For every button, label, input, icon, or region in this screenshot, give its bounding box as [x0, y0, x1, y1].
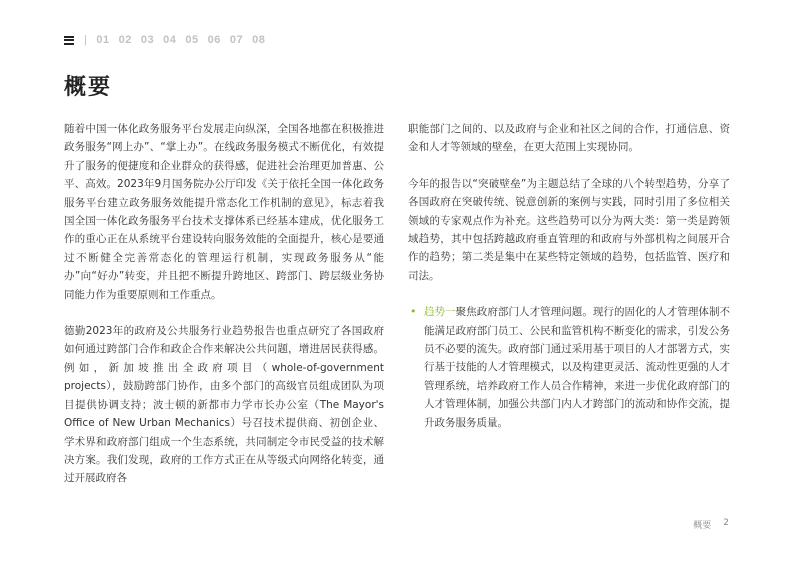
nav-item-05[interactable]: 05 — [185, 34, 199, 46]
nav-item-07[interactable]: 07 — [229, 34, 244, 46]
bullet-text: 聚焦政府部门人才管理问题。现行的固化的人才管理体制不能满足政府部门员工、公民和监管机构不断变化的需求，引发公务员不必要的流失。政府部门通过采用基于项目的人才部署方式，实行基于技能的人才管理模式，以及构建更灵活、流动性更强的人才管理系统，培养政府工作人员合作精神，来进一步优化政府部门的人才管理体制，加强公共部门内人才跨部门的流动和协作交流，提升政务服务质量。 — [424, 306, 731, 429]
right-column — [408, 120, 730, 432]
bullet-lead: 趋势一 — [424, 306, 456, 319]
nav-item-01[interactable]: 01 — [96, 34, 110, 46]
nav-divider: | — [84, 34, 88, 46]
page-footer — [693, 518, 729, 531]
left-paragraph-2: 德勤2023年的政府及公共服务行业趋势报告也重点研究了各国政府如何通过跨部门合作和政企合作来解决公共问题，增进居民获得感。例如，新加坡推出全政府项目（whole-of-government projects），鼓励跨部门协作，由多个部门的高级官员组成团队为项目提供协调支持；波士顿的新都市力学市长办公室（The Mayor's Office of New Urban Mechanics）号召技术提供商、初创企业、学术界和政府部门组成一个生态系统，共同制定令市民受益的技术解决方案。我们发现，政府的工作方式正在从等级式向网络化转变，通过开展政府各 — [64, 325, 384, 485]
nav-item-08[interactable]: 08 — [252, 34, 266, 46]
page-title: 概要 — [64, 75, 113, 100]
menu-icon[interactable] — [64, 36, 74, 45]
section-nav — [64, 34, 274, 46]
footer-section-label: 概要 — [693, 521, 712, 531]
trend-bullet-item — [408, 303, 730, 432]
right-paragraph-1: 职能部门之间的、以及政府与企业和社区之间的合作，打通信息、资金和人才等领域的壁垒，在更大范围上实现协同。 — [408, 123, 730, 154]
nav-item-02[interactable]: 02 — [118, 34, 132, 46]
nav-item-06[interactable]: 06 — [207, 34, 221, 46]
page-number: 2 — [723, 518, 729, 528]
bullet-dot-icon: • — [410, 305, 417, 319]
left-column — [64, 120, 384, 506]
right-paragraph-2: 今年的报告以“突破壁垒”为主题总结了全球的八个转型趋势，分享了各国政府在突破传统、锐意创新的案例与实践，同时引用了多位相关领域的专家观点作为补充。这些趋势可以分为两大类：第一类是跨领域趋势，其中包括跨越政府垂直管理的和政府与外部机构之间展开合作的趋势；第二类是集中在某些特定领域的趋势，包括监管、医疗和司法。 — [408, 177, 730, 282]
nav-item-04[interactable]: 04 — [163, 34, 177, 46]
left-paragraph-1: 随着中国一体化政务服务平台发展走向纵深，全国各地都在积极推进政务服务“网上办”、“掌上办”。在线政务服务模式不断优化，有效提升了服务的便捷度和企业群众的获得感，促进社会治理更加普惠、公平、高效。2023年9月国务院办公厅印发《关于依托全国一体化政务服务平台建立政务服务效能提升常态化工作机制的意见》，标志着我国全国一体化政务服务平台技术支撑体系已经基本建成，优化服务工作的重心正在从系统平台建设转向服务效能的全面提升，核心是要通过不断健全完善常态化的管理运行机制，实现政务服务从“能办”向“好办”转变，并且把不断提升跨地区、跨部门、跨层级业务协同能力作为重要原则和工作重点。 — [64, 123, 384, 301]
nav-item-03[interactable]: 03 — [140, 34, 155, 46]
